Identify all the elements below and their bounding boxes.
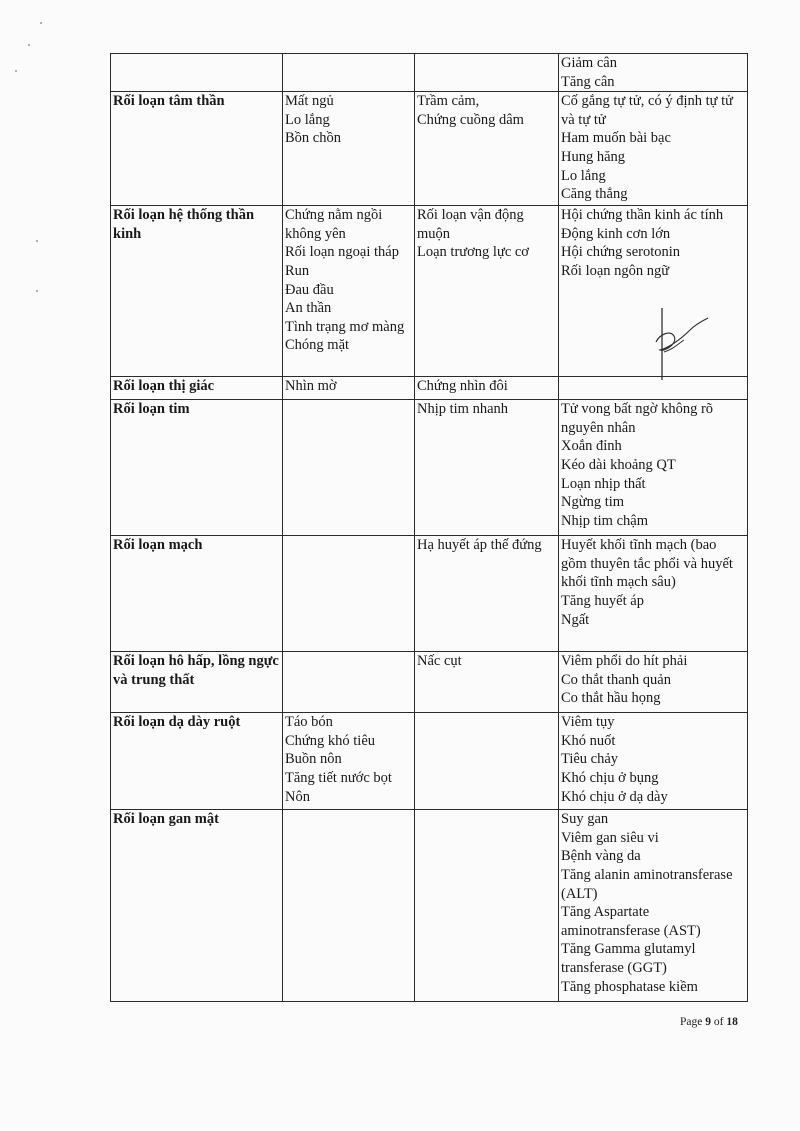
list-item: Hội chứng thần kinh ác tính <box>561 207 724 224</box>
list-item: Huyết khối tĩnh mạch (bao gồm thuyên tắc phổi và huyết khối tĩnh mạch sâu) <box>561 537 733 591</box>
list-item: Căng thẳng <box>561 186 628 203</box>
category-cell: Rối loạn hô hấp, lồng ngực và trung thất <box>111 652 283 713</box>
list-item: Động kinh cơn lớn <box>561 225 671 242</box>
list-item: Chứng cuồng dâm <box>417 111 524 128</box>
list-item: Mất ngủ <box>285 93 334 110</box>
common-cell <box>283 54 415 92</box>
category-cell: Rối loạn mạch <box>111 536 283 652</box>
list-item: Hội chứng serotonin <box>561 244 681 261</box>
list-item: Tăng Aspartate aminotransferase (AST) <box>561 904 701 939</box>
uncommon-cell <box>415 536 559 652</box>
list-item: Co thắt hầu họng <box>561 690 661 707</box>
list-item: Nôn <box>285 788 310 805</box>
list-item: Rối loạn ngôn ngữ <box>561 262 670 279</box>
rare-cell <box>559 652 748 713</box>
scan-speck <box>40 22 42 24</box>
list-item: Nhịp tim nhanh <box>417 401 509 418</box>
list-item: Tình trạng mơ màng <box>285 318 405 335</box>
category-cell: Rối loạn thị giác <box>111 377 283 400</box>
list-item: Chứng nhìn đôi <box>417 378 508 395</box>
rare-cell <box>559 536 748 652</box>
list-item: Tử vong bất ngờ không rõ nguyên nhân <box>561 401 714 436</box>
list-item: Tăng tiết nước bọt <box>285 769 392 786</box>
uncommon-cell <box>415 54 559 92</box>
list-item: Chứng khó tiêu <box>285 732 376 749</box>
common-cell <box>283 713 415 810</box>
table-row <box>111 810 748 1002</box>
category-cell: Rối loạn tim <box>111 400 283 536</box>
list-item: Tăng huyết áp <box>561 592 644 609</box>
list-item: Viêm phổi do hít phải <box>561 653 688 670</box>
common-cell <box>283 652 415 713</box>
table-row <box>111 536 748 652</box>
table-row <box>111 652 748 713</box>
list-item: Viêm gan siêu vi <box>561 829 659 846</box>
list-item: Ngất <box>561 611 590 628</box>
list-item: Buồn nôn <box>285 751 342 768</box>
uncommon-cell <box>415 92 559 206</box>
list-item: Khó chịu ở dạ dày <box>561 788 668 805</box>
list-item: Cố gắng tự tử, có ý định tự tử và tự tử <box>561 93 733 128</box>
list-item: Loạn nhịp thất <box>561 475 646 492</box>
uncommon-cell <box>415 652 559 713</box>
scan-speck <box>36 290 38 292</box>
category-cell: Rối loạn dạ dày ruột <box>111 713 283 810</box>
list-item: Bệnh vàng da <box>561 848 641 865</box>
list-item: Rối loạn ngoại tháp <box>285 244 399 261</box>
list-item: Bồn chồn <box>285 130 341 147</box>
list-item: Tăng alanin aminotransferase (ALT) <box>561 866 733 902</box>
list-item: Ham muốn bài bạc <box>561 130 671 147</box>
list-item: Đau đầu <box>285 281 334 298</box>
list-item: Rối loạn vận động muộn <box>417 207 524 242</box>
list-item: Hung hăng <box>561 148 626 165</box>
uncommon-cell <box>415 377 559 400</box>
rare-cell <box>559 92 748 206</box>
list-item: Tiêu chảy <box>561 751 619 768</box>
list-item: Suy gan <box>561 811 609 828</box>
common-cell <box>283 206 415 377</box>
rare-cell <box>559 400 748 536</box>
list-item: Tăng phosphatase kiềm <box>561 978 698 995</box>
category-cell <box>111 54 283 92</box>
list-item: Kéo dài khoảng QT <box>561 456 676 473</box>
list-item: Lo lắng <box>285 111 330 128</box>
category-cell: Rối loạn hệ thống thần kinh <box>111 206 283 377</box>
list-item: Trầm cảm, <box>417 93 480 110</box>
list-item: Xoắn đỉnh <box>561 438 622 455</box>
list-item: Ngừng tim <box>561 494 625 511</box>
list-item: Giảm cân <box>561 55 617 71</box>
common-cell <box>283 92 415 206</box>
list-item: Táo bón <box>285 714 333 731</box>
uncommon-cell <box>415 400 559 536</box>
scan-speck <box>36 240 38 242</box>
common-cell <box>283 536 415 652</box>
table-row <box>111 713 748 810</box>
list-item: Nấc cụt <box>417 653 462 670</box>
list-item: Khó chịu ở bụng <box>561 769 659 786</box>
adverse-effects-table <box>110 53 748 1002</box>
scan-speck <box>15 70 17 72</box>
category-cell: Rối loạn gan mật <box>111 810 283 1002</box>
uncommon-cell <box>415 810 559 1002</box>
list-item: Nhìn mờ <box>285 378 337 395</box>
list-item: An thần <box>285 300 332 317</box>
uncommon-cell <box>415 713 559 810</box>
table-row <box>111 54 748 92</box>
uncommon-cell <box>415 206 559 377</box>
list-item: Co thắt thanh quản <box>561 671 671 688</box>
list-item: Chóng mặt <box>285 337 350 354</box>
list-item: Tăng Gamma glutamyl transferase (GGT) <box>561 941 696 976</box>
scan-speck <box>28 44 30 46</box>
common-cell <box>283 400 415 536</box>
table-row <box>111 400 748 536</box>
list-item: Nhịp tim chậm <box>561 512 648 529</box>
rare-cell <box>559 713 748 810</box>
list-item: Khó nuốt <box>561 732 616 749</box>
list-item: Hạ huyết áp thế đứng <box>417 537 542 554</box>
category-cell: Rối loạn tâm thần <box>111 92 283 206</box>
table-row <box>111 92 748 206</box>
list-item: Run <box>285 262 310 279</box>
page-number: Page 9 of 18 <box>680 1016 738 1028</box>
list-item: Tăng cân <box>561 73 615 90</box>
list-item: Lo lắng <box>561 167 606 184</box>
list-item: Viêm tụy <box>561 714 615 731</box>
list-item: Loạn trương lực cơ <box>417 244 529 261</box>
rare-cell <box>559 810 748 1002</box>
list-item: Chứng nằm ngồi không yên <box>285 207 383 242</box>
common-cell <box>283 377 415 400</box>
signature-mark <box>650 300 710 382</box>
rare-cell <box>559 54 748 92</box>
common-cell <box>283 810 415 1002</box>
